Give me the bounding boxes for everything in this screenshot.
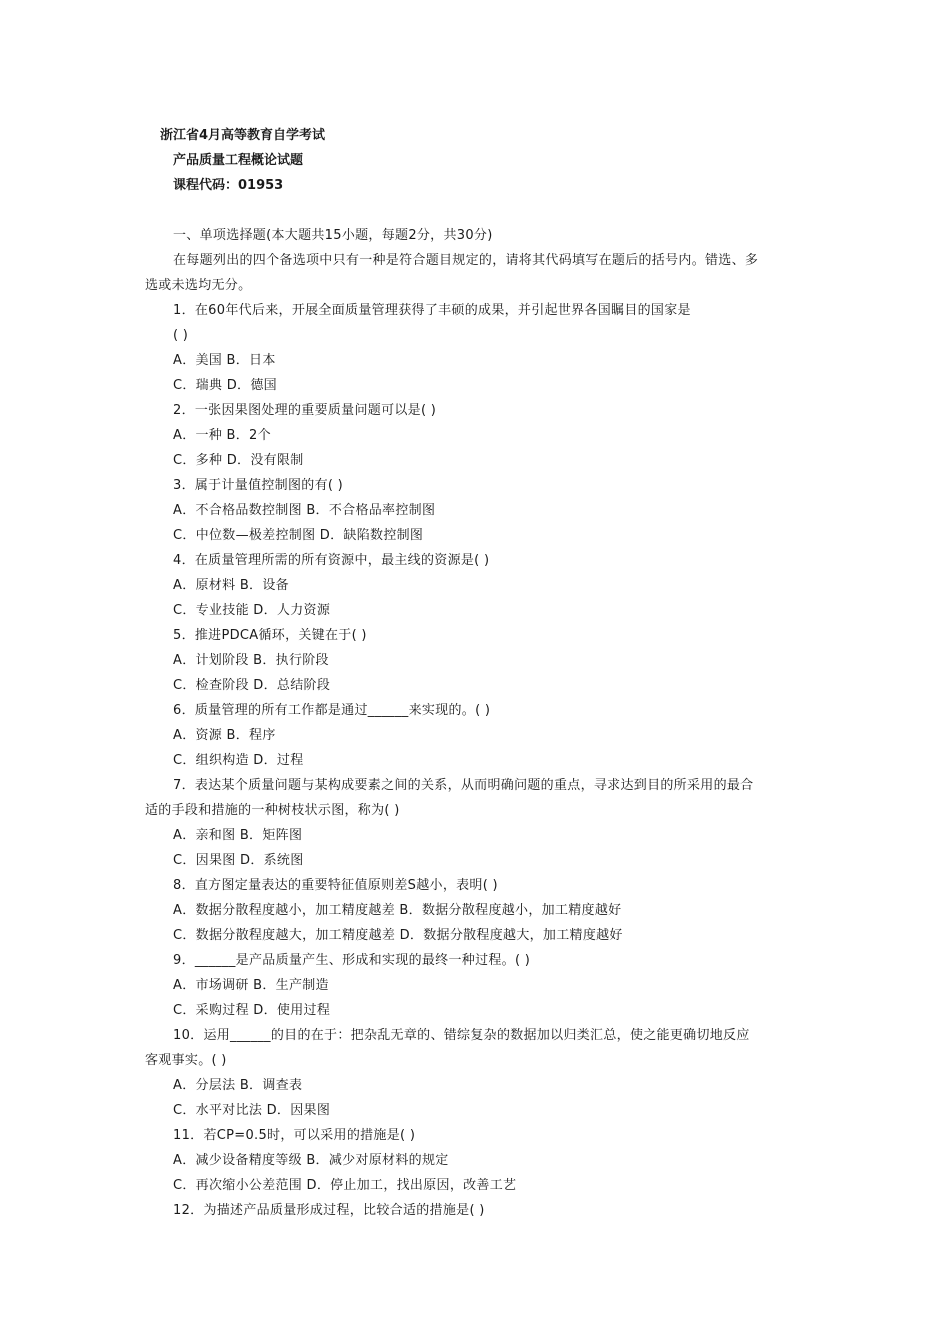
question-stem: 10．运用______的目的在于：把杂乱无章的、错综复杂的数据加以归类汇总，使之能更确切地反应 xyxy=(173,1028,750,1043)
question-options: A．数据分散程度越小，加工精度越差 B．数据分散程度越小，加工精度越好 xyxy=(173,903,622,918)
question-options: A．市场调研 B．生产制造 xyxy=(173,978,329,993)
question-stem: 12．为描述产品质量形成过程，比较合适的措施是( ) xyxy=(173,1203,485,1218)
question-options: C．检查阶段 D．总结阶段 xyxy=(173,678,331,693)
course-code: 课程代码：01953 xyxy=(173,178,284,193)
question-options: C．数据分散程度越大，加工精度越差 D．数据分散程度越大，加工精度越好 xyxy=(173,928,623,943)
question-options: C．瑞典 D．德国 xyxy=(173,378,277,393)
question-stem: 8．直方图定量表达的重要特征值原则差S越小，表明( ) xyxy=(173,878,498,893)
question-options: C．因果图 D．系统图 xyxy=(173,853,304,868)
exam-subject: 产品质量工程概论试题 xyxy=(173,153,304,168)
question-options: A．计划阶段 B．执行阶段 xyxy=(173,653,329,668)
question-options: C．水平对比法 D．因果图 xyxy=(173,1103,331,1118)
question-options: C．多种 D．没有限制 xyxy=(173,453,304,468)
question-stem: 7．表达某个质量问题与某构成要素之间的关系，从而明确问题的重点，寻求达到目的所采用的最合 xyxy=(173,778,754,793)
question-options: A．亲和图 B．矩阵图 xyxy=(173,828,303,843)
section-heading: 一、单项选择题(本大题共15小题，每题2分，共30分) xyxy=(173,228,493,243)
question-stem: 4．在质量管理所需的所有资源中，最主线的资源是( ) xyxy=(173,553,490,568)
exam-title: 浙江省4月高等教育自学考试 xyxy=(160,128,326,143)
question-answer-blank: ( ) xyxy=(173,328,189,343)
question-stem-cont: 客观事实。( ) xyxy=(145,1053,227,1068)
question-options: A．分层法 B．调查表 xyxy=(173,1078,303,1093)
question-options: C．组织构造 D．过程 xyxy=(173,753,304,768)
question-options: A．不合格品数控制图 B．不合格品率控制图 xyxy=(173,503,436,518)
question-options: C．采购过程 D．使用过程 xyxy=(173,1003,331,1018)
question-stem-cont: 适的手段和措施的一种树枝状示图，称为( ) xyxy=(145,803,400,818)
question-stem: 9．______是产品质量产生、形成和实现的最终一种过程。( ) xyxy=(173,953,531,968)
question-stem: 11．若CP=0.5时，可以采用的措施是( ) xyxy=(173,1128,416,1143)
question-stem: 3．属于计量值控制图的有( ) xyxy=(173,478,344,493)
question-stem: 1．在60年代后来，开展全面质量管理获得了丰硕的成果，并引起世界各国瞩目的国家是 xyxy=(173,303,691,318)
question-options: A．减少设备精度等级 B．减少对原材料的规定 xyxy=(173,1153,449,1168)
question-stem: 5．推进PDCA循环，关键在于( ) xyxy=(173,628,367,643)
section-instruction: 在每题列出的四个备选项中只有一种是符合题目规定的，请将其代码填写在题后的括号内。错选、多 xyxy=(173,253,759,268)
question-stem: 2．一张因果图处理的重要质量问题可以是( ) xyxy=(173,403,437,418)
section-instruction-cont: 选或未选均无分。 xyxy=(145,278,252,293)
question-options: A．原材料 B．设备 xyxy=(173,578,289,593)
question-options: C．再次缩小公差范围 D．停止加工，找出原因，改善工艺 xyxy=(173,1178,517,1193)
question-options: A．一种 B．2个 xyxy=(173,428,271,443)
question-stem: 6．质量管理的所有工作都是通过______来实现的。( ) xyxy=(173,703,491,718)
question-options: A．资源 B．程序 xyxy=(173,728,276,743)
question-options: C．专业技能 D．人力资源 xyxy=(173,603,331,618)
question-options: A．美国 B．日本 xyxy=(173,353,276,368)
question-options: C．中位数—极差控制图 D．缺陷数控制图 xyxy=(173,528,424,543)
